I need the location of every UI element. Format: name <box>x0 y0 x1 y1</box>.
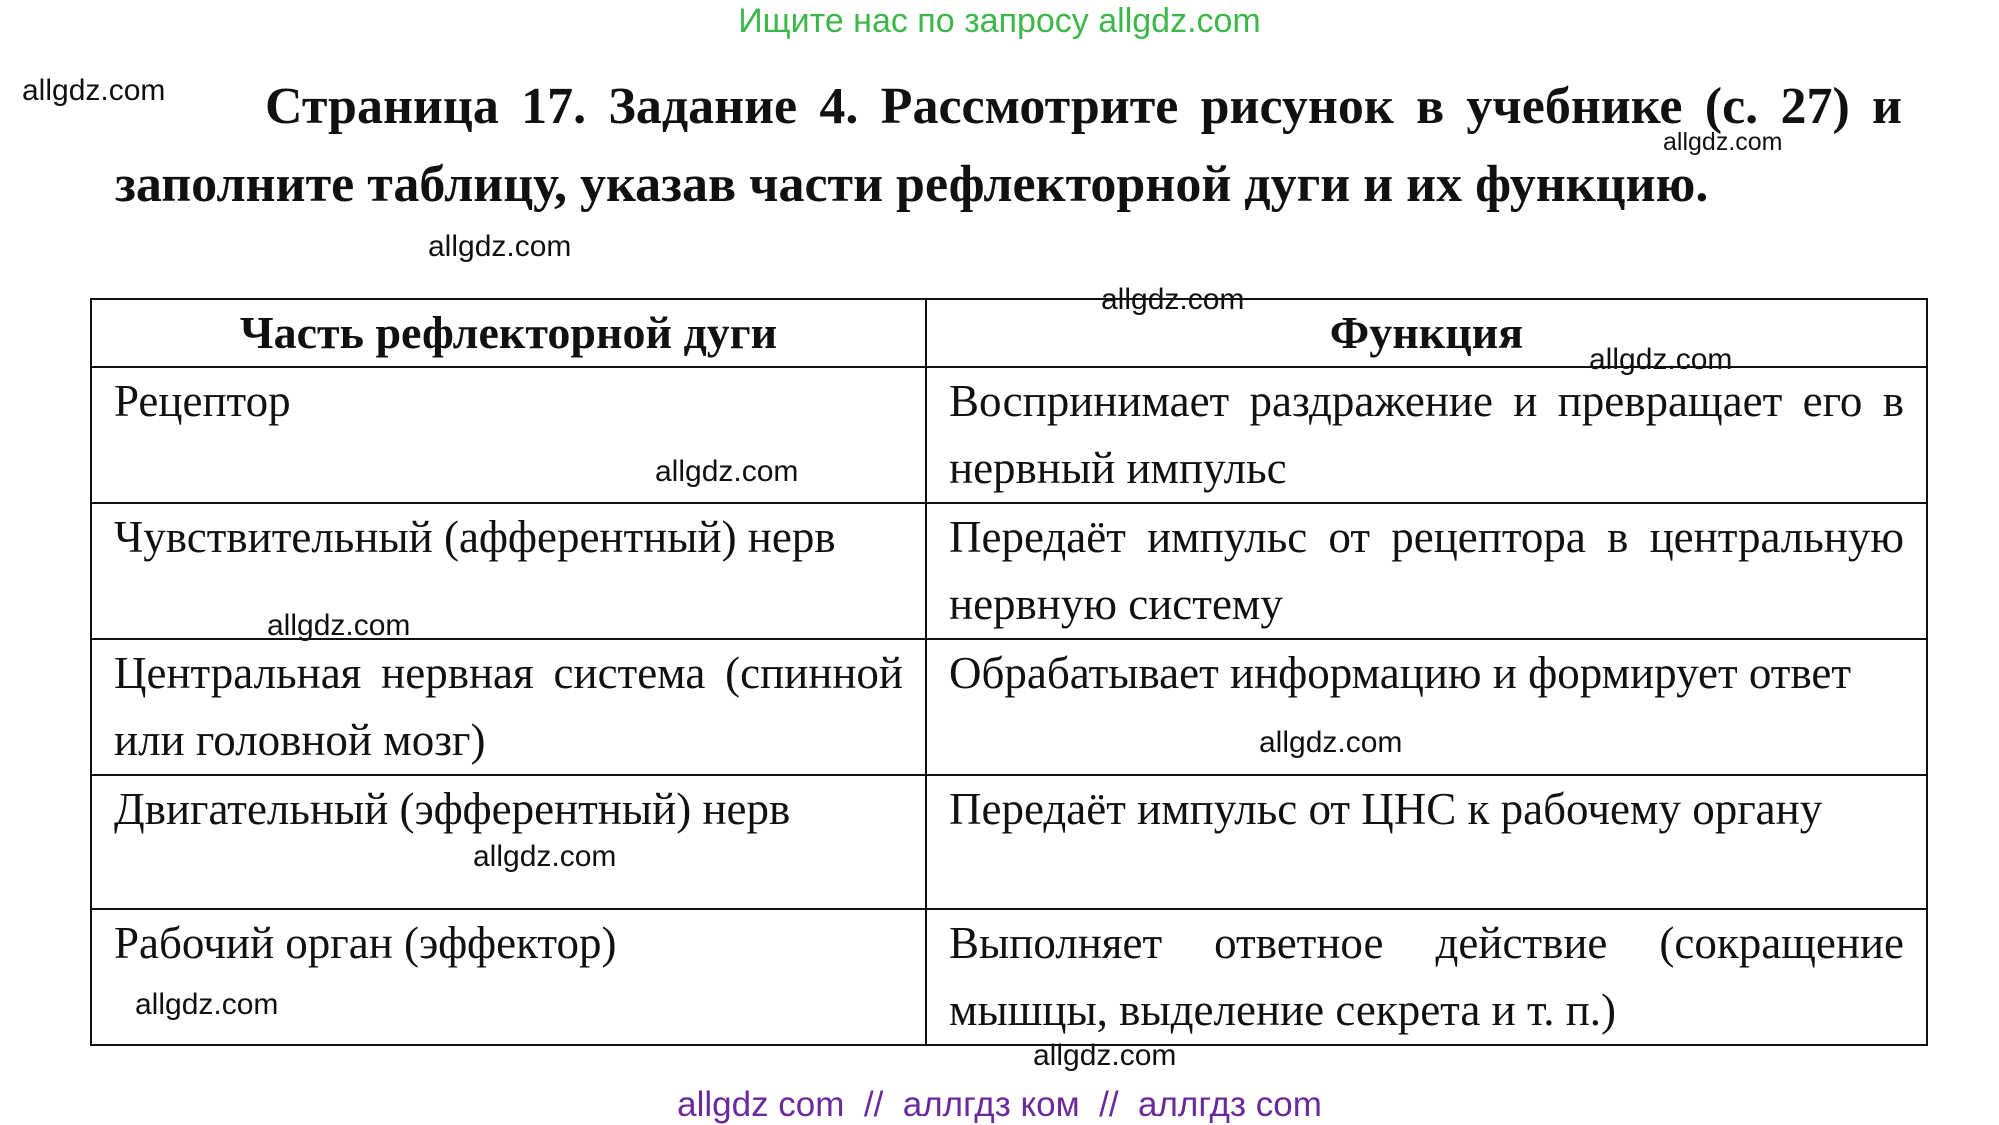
watermark: allgdz.com <box>1101 283 1245 316</box>
watermark: allgdz.com <box>22 74 166 107</box>
table-row <box>91 639 1927 775</box>
watermark: allgdz.com <box>1033 1039 1177 1072</box>
function-cell: Передаёт импульс от рецептора в центральную нервную систему <box>926 503 1927 639</box>
function-cell: Выполняет ответное действие (сокращение мышцы, выделение секрета и т. п.) <box>926 909 1927 1045</box>
table-row <box>91 775 1927 909</box>
watermark: allgdz.com <box>135 988 279 1021</box>
function-cell: Передаёт импульс от ЦНС к рабочему органу <box>926 775 1927 909</box>
table-row <box>91 909 1927 1045</box>
function-cell: Воспринимает раздражение и превращает его в нервный импульс <box>926 367 1927 503</box>
column-header-part: Часть рефлекторной дуги <box>91 299 926 367</box>
watermark: allgdz.com <box>267 609 411 642</box>
task-heading: Страница 17. Задание 4. Рассмотрите рисунок в учебнике (с. 27) и заполните таблицу, указав части рефлекторной дуги и их функцию. <box>115 78 1902 213</box>
watermark: allgdz.com <box>428 230 572 263</box>
watermark: allgdz.com <box>1663 128 1783 156</box>
top-banner: Ищите нас по запросу allgdz.com <box>738 2 1261 40</box>
part-cell: Чувствительный (афферентный) нерв <box>91 503 926 639</box>
watermark: allgdz.com <box>655 455 799 488</box>
function-cell: Обрабатывает информацию и формирует ответ <box>926 639 1927 775</box>
watermark: allgdz.com <box>1259 726 1403 759</box>
part-cell: Центральная нервная система (спинной или головной мозг) <box>91 639 926 775</box>
part-cell: Рецептор <box>91 367 926 503</box>
watermark: allgdz.com <box>473 840 617 873</box>
reflex-arc-table <box>90 298 1928 1046</box>
watermark: allgdz.com <box>1589 343 1733 376</box>
table-row <box>91 367 1927 503</box>
part-cell: Двигательный (эфферентный) нерв <box>91 775 926 909</box>
part-cell: Рабочий орган (эффектор) <box>91 909 926 1045</box>
column-header-function: Функция <box>926 299 1927 367</box>
footer-links: allgdz com // аллгдз ком // аллгдз com <box>677 1085 1322 1124</box>
